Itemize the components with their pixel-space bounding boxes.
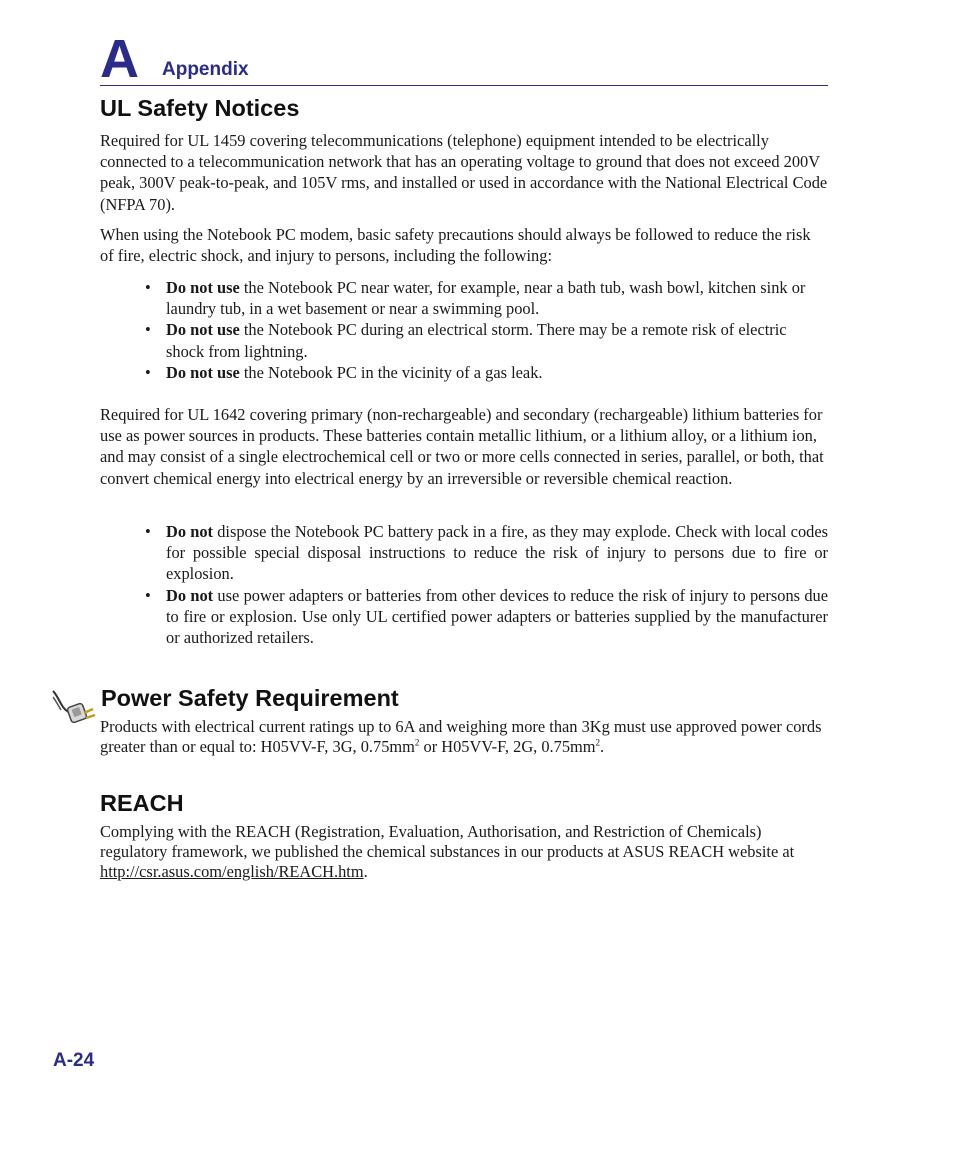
modem-precautions-paragraph: When using the Notebook PC modem, basic safety precautions should always be followed to reduce the risk of fire, electric shock, and injury to persons, including the following: [100,225,811,266]
list-item: • Do not use the Notebook PC during an electrical storm. There may be a remote risk of electric shock from lightning. [145,320,787,361]
superscript: 2 [595,737,601,748]
reach-heading: REACH [100,790,184,816]
bullet-icon: • [145,278,151,297]
list-item: • Do not dispose the Notebook PC battery pack in a fire, as they may explode. Check with local codes for possible special disposal instructions to reduce the risk of injury to persons due to fire or explosion. [145,522,828,584]
list-item: • Do not use power adapters or batteries from other devices to reduce the risk of injury to persons due to fire or explosion. Use only UL certified power adapters or batteries supplied by the manufacturer or authorized retailers. [145,585,829,648]
superscript: 2 [414,737,420,748]
power-cord-paragraph: Products with electrical current ratings up to 6A and weighing more than 3Kg must use approved power cords greater than or equal to: H05VV-F, 3G, $0.75mm^2$ or H05VV-F, 2G, $0.75mm^2$. [100,717,822,756]
appendix-letter: A [100,29,139,89]
list-item: • Do not use the Notebook PC near water, for example, near a bath tub, wash bowl, kitchen sink or laundry tub, in a wet basement or near a swimming pool. [145,278,806,319]
bullet-icon: • [145,320,151,340]
reach-link[interactable]: http://csr.asus.com/english/REACH.htm [100,862,364,881]
reach-paragraph: Complying with the REACH (Registration, Evaluation, Authorisation, and Restriction of Chemicals) regulatory framework, we published the chemical substances in our products at ASUS REACH website at http://csr.asus.com/english/REACH.htm. [100,822,795,881]
ul1459-paragraph: Required for UL 1459 covering telecommunications (telephone) equipment intended to be electrically connected to a telecommunication network that has an operating voltage to ground that does not exceed 200V peak, 300V peak-to-peak, and 105V rms, and installed or used in accordance with the National Electrical Code (NFPA 70). [100,131,828,214]
bullet-icon: • [145,585,151,605]
bullet-icon: • [145,522,151,541]
page-number: A-24 [53,1050,95,1071]
modem-precautions-list [145,277,828,383]
ul-safety-heading: UL Safety Notices [100,95,300,121]
bullet-icon: • [145,362,151,382]
chapter-title: Appendix [162,59,249,80]
battery-precautions-list [145,521,828,648]
power-plug-icon [51,687,97,731]
power-safety-heading: Power Safety Requirement [101,685,399,711]
page-header [100,29,828,89]
ul1642-paragraph: Required for UL 1642 covering primary (non-rechargeable) and secondary (rechargeable) lithium batteries for use as power sources in products. These batteries contain metallic lithium, or a lithium alloy, or a lithium ion, and may consist of a single electrochemical cell or two or more cells connected in series, parallel, or both, that convert chemical energy into electrical energy by an irreversible or reversible chemical reaction. [100,405,824,488]
list-item: • Do not use the Notebook PC in the vicinity of a gas leak. [145,362,543,382]
